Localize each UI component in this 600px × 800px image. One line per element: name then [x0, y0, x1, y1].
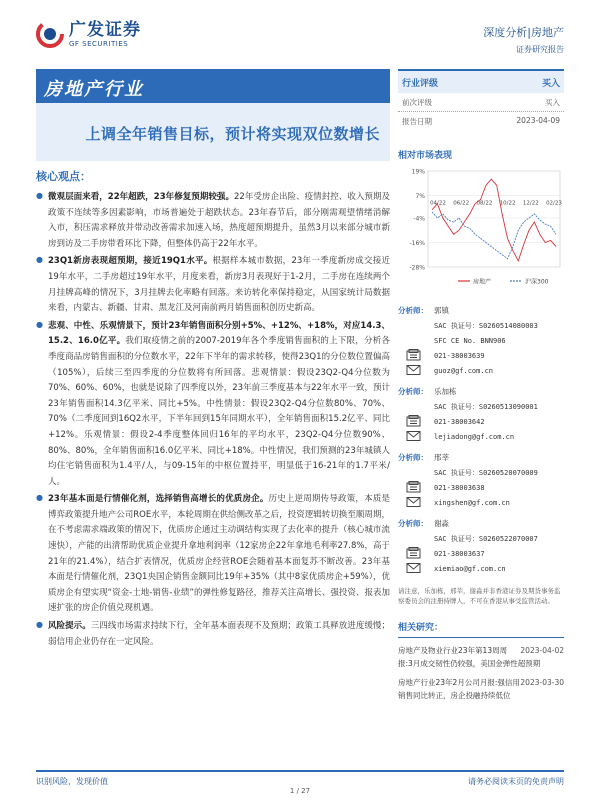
analyst-name-row: 分析师： 郭镇 [398, 306, 449, 315]
analyst-phone-row: 021-38003642 [398, 414, 564, 429]
x-tick-label: 02/23 [546, 200, 562, 207]
report-category: 深度分析|房地产 [483, 26, 564, 39]
y-tick-label: -4% [413, 215, 425, 223]
analyst-sac-row: SAC 执证号：S0260520070009 [434, 468, 538, 477]
bullet-text: 22年受房企出险、疫情封控、收入预期及政策不连续等多因素影响，市场普遍处于超跌状态。23年春节后，部分刚需观望情绪消解入市，积压需求释放并带动改善需求加速入场，热度超预期提升，虽然3月以来部分城市新房到访及二手房带看环比下降，但整体仍高于22年水平。 [48, 192, 390, 249]
legend-label: 沪深300 [525, 278, 549, 286]
page-number: 1 / 27 [289, 787, 311, 795]
phone-icon [406, 349, 421, 363]
bullet-text: 三四线市场需求持续下行，全年基本面表现不及预期；政策工具释放进度缓慢；弱信用企业仍存在一定风险。 [48, 621, 390, 647]
legend-label: 房地产 [473, 278, 492, 286]
bullet-lead: 23年基本面是行情催化剂，选择销售高增长的优质房企。 [48, 494, 269, 505]
core-bullet [36, 190, 390, 252]
bullet-icon: ● [36, 493, 43, 503]
bullet-text: 历史上逆周期传导政策，本质是博弈政策提升地产公司ROE水平，本轮周期在供给侧改革之后，投资逻辑转切换至顺周期，在不考虑需求端政策的情况下，优质房企通过主动调结构实现了去化率的提升（核心城市流速快），产能的出清帮助优质企业提升拿地利润率（12家房企22年拿地毛利率27.8%，高于21年的21.4%），结合扩表情况，优质房企经营ROE会随着基本面复苏不断改善。23年基本面是行情催化剂，23Q1央国企销售金额同比19年+35%（其中8家优质房企+59%），优质房企有望实现“资金-土地-销售-业绩”的弹性修复路径，推荐关注高增长、强投资、报表加速扩张的房企价值兑现机遇。 [48, 494, 390, 614]
phone-icon [406, 481, 421, 495]
rating-label: 行业评级 [402, 78, 439, 89]
bullet-text: 根据样本城市数据，23年一季度新房成交接近19年水平，二手房超过19年水平，月度来看，新房3月表现好于1-2月，二手房在连续两个月挂牌高峰的情况下，3月挂牌去化率略有回落。来访转化率保持稳定，从国家统计局数据来看，内蒙古、新疆、甘肃、黑龙江及河南前两月销售面积创历史新高。 [48, 256, 390, 314]
rating-box [398, 69, 564, 130]
chart-title: 相对市场表现 [398, 151, 453, 161]
analyst-name-row: 分析师： 邢莘 [398, 453, 449, 462]
sidebar [398, 69, 564, 702]
report-type: 证券研究报告 [516, 45, 564, 54]
analyst-email[interactable]: lejiadong@gf.com.cn [434, 432, 515, 441]
analyst-note: 请注意，乐加栋，邢莘，谢淼并非香港证券及期货事务监察委员会的注册持牌人，不可在香港从事受监管活动。 [398, 587, 561, 605]
analyst-sac-row: SAC 执证号：S0260513090001 [434, 402, 538, 411]
phone-icon [406, 547, 421, 561]
analyst-name-row: 分析师： 谢淼 [398, 519, 449, 528]
mail-icon [406, 364, 421, 378]
analyst-card [398, 303, 564, 378]
analyst-name: 乐加栋 [434, 387, 457, 396]
analyst-phone-row: 021-38003637 [398, 546, 564, 561]
page-header [0, 0, 600, 60]
analyst-sfc-row: SFC CE No. BNN906 [434, 336, 506, 345]
core-bullet [36, 319, 390, 491]
analyst-phone-row: 021-38003638 [398, 480, 564, 495]
related-item: 2023-04-02 房地产及物业行业23年第13周周报:3月成交韧性仍较强，美国金弹性超预期 [398, 646, 564, 668]
analyst-email[interactable]: guoz@gf.com.cn [434, 366, 494, 375]
mail-icon [406, 562, 421, 576]
phone-icon [406, 415, 421, 429]
analyst-card [398, 384, 564, 444]
mail-icon [406, 496, 421, 510]
series-line-1 [432, 212, 556, 259]
bullet-lead: 风险提示。 [48, 621, 91, 632]
bullet-icon: ● [36, 255, 43, 265]
core-bullet [36, 619, 390, 650]
bullet-icon: ● [36, 191, 43, 200]
page-footer [36, 770, 564, 787]
relative-performance-chart [398, 165, 564, 293]
rating-value: 买入 [541, 78, 560, 89]
analyst-name: 郭镇 [434, 306, 449, 315]
analyst-email-row[interactable] [398, 429, 564, 444]
industry-title: 房地产行业 [36, 69, 390, 103]
core-bullet [36, 254, 390, 316]
y-tick-label: -28% [409, 264, 425, 272]
related-item: 2023-03-30 房地产行业23年2月公司月报:强信用销售同比转正，房企投融持续低位 [398, 678, 564, 700]
x-tick-label: 04/22 [430, 200, 446, 207]
analyst-email-row[interactable] [398, 561, 564, 576]
logo-cn: 广发证券 [69, 19, 141, 40]
analyst-email[interactable]: xiemiao@gf.com.cn [434, 564, 506, 573]
bullet-icon: ● [36, 319, 43, 329]
y-tick-label: 7% [415, 193, 425, 201]
core-title: 核心观点： [36, 170, 91, 183]
title-band [36, 69, 390, 161]
x-tick-label: 08/22 [476, 200, 493, 207]
bullet-text: 我们取疫情之前的2007-2019年各个季度销售面积的上下限，分析各季度商品房销售面积的分位数水平，22年下半年的需求转移，使得23Q1的分位数位置偏高（105%），后续三至四季度的分位数将有所回落。悲观情景：假设23Q2-Q4分位数为70%、60%、60%，也就是说除了四季度以外，23年前三季度基本与22年水平一致，预计23年销售面积14.3亿平米、同比+5%。中性情景：假设23Q2-Q4分位数80%、70%、70%（二季度回到16Q2水平，下半年回到15年同期水平），全年销售面积15.2亿平、同比+12%。乐观情景：假设2-4季度整体回归16年的平均水平，23Q2-Q4分位数90%、80%、80%，全年销售面积16.0亿平米、同比+18%。中性情况，我们预测的23年城镇人均住宅销售面积为1.4平/人，与09-15年的中枢位置持平，明显低于16-21年的1.7平米/人。 [48, 336, 390, 487]
mail-icon [406, 430, 421, 444]
bullet-lead: 悲观、中性、乐观情景下，预计23年销售面积分别+5%、+12%、+18%，对应14.3、15.2、16.0亿平。 [48, 320, 390, 347]
logo-en: GF SECURITIES [69, 39, 129, 48]
analyst-phone-row: 021-38003639 [398, 348, 564, 363]
analyst-sac-row: SAC 执证号：S0260522070007 [434, 534, 538, 543]
analyst-sac-row: SAC 执证号：S0260514080003 [434, 321, 538, 330]
related-title: 相关研究： [398, 620, 564, 638]
analyst-email-row[interactable] [398, 495, 564, 510]
prev-rating-row: 前次评级 买入 [398, 93, 564, 112]
report-headline: 上调全年销售目标，预计将实现双位数增长 [36, 103, 390, 161]
gf-logo [36, 20, 141, 48]
core-bullet [36, 492, 390, 617]
gf-logo-icon [36, 20, 64, 48]
x-tick-label: 06/22 [453, 200, 470, 207]
core-views [36, 168, 390, 652]
analyst-name: 谢淼 [434, 519, 449, 528]
analyst-card [398, 516, 564, 576]
footer-disclaimer: 请务必阅读末页的免责声明 [468, 777, 564, 786]
analyst-card [398, 450, 564, 510]
bullet-icon: ● [36, 620, 43, 630]
y-tick-label: 19% [411, 168, 425, 176]
report-date-row: 报告日期 2023-04-09 [402, 116, 560, 126]
y-tick-label: -16% [409, 239, 425, 247]
analyst-name-row: 分析师： 乐加栋 [398, 387, 457, 396]
bullet-lead: 微观层面来看，22年超跌，23年修复预期较强。 [48, 192, 234, 202]
analyst-email[interactable]: xingshen@gf.com.cn [434, 498, 510, 507]
analyst-name: 邢莘 [434, 453, 449, 462]
x-tick-label: 12/22 [522, 200, 539, 207]
footer-slogan: 识别风险，发现价值 [36, 777, 108, 786]
x-tick-label: 10/22 [499, 200, 516, 207]
analyst-email-row[interactable] [398, 363, 564, 378]
bullet-lead: 23Q1新房表现超预期，接近19Q1水平。 [48, 256, 213, 267]
